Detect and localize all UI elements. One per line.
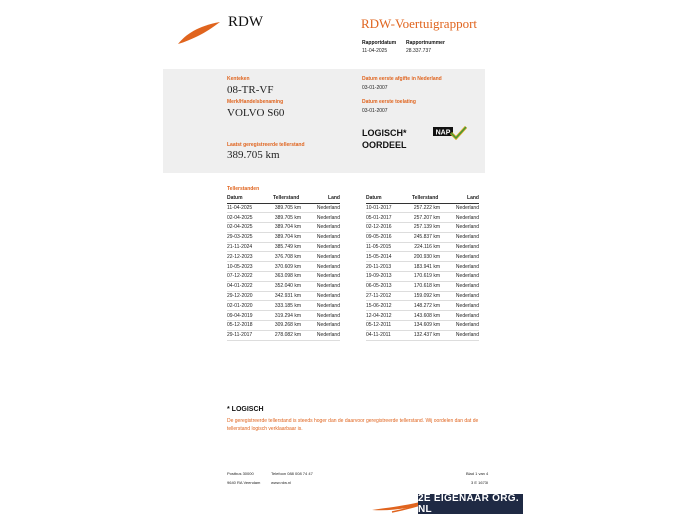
footer-city: 9640 RA Veendam: [227, 480, 261, 485]
report-date-value: 11-04-2025: [362, 48, 388, 54]
cell-date: 11-04-2025: [227, 203, 273, 213]
table-header-row: [227, 194, 340, 203]
cell-date: 04-11-2011: [366, 330, 412, 340]
table-row: [366, 242, 479, 252]
report-date-label: Rapportdatum: [362, 40, 397, 46]
cell-date: 06-05-2013: [366, 281, 412, 291]
cell-date: 02-04-2025: [227, 223, 273, 233]
cell-km: 389.705 km: [273, 213, 313, 223]
table-row: [366, 272, 479, 282]
cell-date: 22-12-2023: [227, 252, 273, 262]
cell-km: 134.609 km: [412, 321, 452, 331]
footer-phone: Telefoon 088 008 74 47: [271, 471, 313, 476]
table-row: [227, 242, 340, 252]
vehicle-panel: [163, 69, 485, 173]
cell-country: Nederland: [452, 232, 479, 242]
cell-km: 363.098 km: [273, 272, 313, 282]
table-row: [366, 203, 479, 213]
cell-km: 245.837 km: [412, 232, 452, 242]
table-row: [366, 223, 479, 233]
table-row: [227, 262, 340, 272]
cell-km: 389.704 km: [273, 232, 313, 242]
table-row: [227, 223, 340, 233]
report-date-block: [362, 39, 396, 55]
cell-country: Nederland: [452, 330, 479, 340]
cell-country: Nederland: [452, 301, 479, 311]
cell-km: 389.705 km: [273, 203, 313, 213]
footer-code: 3 E 1673I: [471, 480, 489, 485]
report-title: RDW-Voertuigrapport: [361, 16, 478, 31]
table-row: [366, 311, 479, 321]
cell-country: Nederland: [313, 213, 340, 223]
nap-logo-text: NAP: [435, 129, 451, 137]
cell-km: 376.708 km: [273, 252, 313, 262]
footer-web-link[interactable]: www.rdw.nl: [271, 480, 292, 485]
cell-km: 389.704 km: [273, 223, 313, 233]
cell-km: 257.207 km: [412, 213, 452, 223]
cell-km: 170.619 km: [412, 272, 452, 282]
table-row: [227, 252, 340, 262]
cell-date: 29-03-2025: [227, 232, 273, 242]
first-nl-value: 03-01-2007: [362, 85, 388, 91]
first-admission-label: Datum eerste toelating: [362, 99, 416, 105]
cell-country: Nederland: [313, 301, 340, 311]
cell-country: Nederland: [313, 242, 340, 252]
cell-date: 15-05-2014: [366, 252, 412, 262]
table-row: [366, 281, 479, 291]
note-text: De geregistreerde tellerstand is steeds hoger dan de daarvoor geregistreerde tellerstand. Wij oordelen dan dat de tellerstand logisch verklaarbaar is.: [227, 418, 479, 432]
first-nl-label: Datum eerste afgifte in Nederland: [362, 76, 442, 82]
brand-name: RDW: [228, 14, 263, 30]
cell-km: 319.294 km: [273, 311, 313, 321]
header-country: Land: [313, 194, 340, 203]
cell-date: 02-12-2016: [366, 223, 412, 233]
cell-country: Nederland: [313, 223, 340, 233]
cell-km: 309.268 km: [273, 321, 313, 331]
cell-date: 15-06-2012: [366, 301, 412, 311]
rdw-logo-icon: [176, 20, 222, 46]
cell-km: 183.941 km: [412, 262, 452, 272]
first-admission-value: 03-01-2007: [362, 108, 388, 114]
footer-page: Blad 1 van 4: [466, 471, 489, 476]
cell-date: 02-04-2025: [227, 213, 273, 223]
table-row: [366, 262, 479, 272]
cell-date: 10-01-2017: [366, 203, 412, 213]
make-label: Merk/Handelsbenaming: [227, 99, 284, 105]
table-row: [227, 330, 340, 340]
cell-km: 370.609 km: [273, 262, 313, 272]
cell-country: Nederland: [313, 281, 340, 291]
table-row: [227, 281, 340, 291]
table-row: [227, 321, 340, 331]
cell-country: Nederland: [452, 272, 479, 282]
table-row: [366, 330, 479, 340]
cell-country: Nederland: [452, 203, 479, 213]
report-number-block: [406, 39, 445, 55]
table-row: [366, 301, 479, 311]
cell-country: Nederland: [313, 330, 340, 340]
make-value: VOLVO S60: [227, 107, 285, 119]
cell-date: 05-12-2011: [366, 321, 412, 331]
cell-date: 19-09-2013: [366, 272, 412, 282]
cell-date: 27-11-2012: [366, 291, 412, 301]
cell-country: Nederland: [452, 262, 479, 272]
odo-label: Laatst geregistreerde tellerstand: [227, 142, 305, 148]
cell-km: 342.931 km: [273, 291, 313, 301]
cell-country: Nederland: [313, 252, 340, 262]
cell-km: 159.092 km: [412, 291, 452, 301]
table-row: [227, 291, 340, 301]
table-row: [366, 252, 479, 262]
cell-km: 132.437 km: [412, 330, 452, 340]
header-km: Tellerstand: [412, 194, 452, 203]
cell-country: Nederland: [452, 213, 479, 223]
badge-swoosh-icon: [372, 498, 422, 514]
table-row: [366, 232, 479, 242]
table-row: [366, 213, 479, 223]
header-date: Datum: [227, 194, 273, 203]
cell-country: Nederland: [452, 281, 479, 291]
cell-country: Nederland: [452, 311, 479, 321]
cell-date: 04-01-2022: [227, 281, 273, 291]
cell-date: 09-05-2016: [366, 232, 412, 242]
table-row: [227, 301, 340, 311]
nap-checkmark-icon: [433, 126, 467, 140]
table-row: [227, 203, 340, 213]
watermark-badge: 2E EIGENAAR ORG. NL: [418, 494, 523, 514]
table-row: [366, 321, 479, 331]
cell-country: Nederland: [313, 321, 340, 331]
cell-country: Nederland: [313, 203, 340, 213]
report-number-label: Rapportnummer: [406, 40, 445, 46]
table-header-row: [366, 194, 479, 203]
odometer-table-left: [227, 194, 340, 341]
header-date: Datum: [366, 194, 412, 203]
cell-km: 200.930 km: [412, 252, 452, 262]
table-row: [227, 272, 340, 282]
cell-km: 385.749 km: [273, 242, 313, 252]
cell-date: 29-11-2017: [227, 330, 273, 340]
note-heading: * LOGISCH: [227, 406, 264, 413]
cell-country: Nederland: [452, 291, 479, 301]
cell-date: 29-12-2020: [227, 291, 273, 301]
verdict-line-1: LOGISCH*: [362, 128, 407, 138]
cell-country: Nederland: [313, 232, 340, 242]
plate-value: 08-TR-VF: [227, 84, 274, 96]
cell-km: 333.185 km: [273, 301, 313, 311]
odometer-table-right: [366, 194, 479, 341]
odometer-section-title: Tellerstanden: [227, 186, 260, 192]
plate-label: Kenteken: [227, 76, 250, 82]
table-row: [366, 291, 479, 301]
cell-date: 21-11-2024: [227, 242, 273, 252]
cell-country: Nederland: [452, 321, 479, 331]
cell-km: 257.222 km: [412, 203, 452, 213]
cell-country: Nederland: [313, 311, 340, 321]
table-row: [227, 232, 340, 242]
cell-km: 170.618 km: [412, 281, 452, 291]
cell-country: Nederland: [313, 291, 340, 301]
report-number-value: 28.337.737: [406, 48, 432, 54]
table-row: [227, 213, 340, 223]
cell-country: Nederland: [452, 242, 479, 252]
cell-km: 278.082 km: [273, 330, 313, 340]
header-km: Tellerstand: [273, 194, 313, 203]
cell-country: Nederland: [452, 252, 479, 262]
cell-date: 02-01-2020: [227, 301, 273, 311]
cell-date: 10-05-2023: [227, 262, 273, 272]
cell-date: 20-11-2013: [366, 262, 412, 272]
verdict: [362, 127, 407, 151]
cell-km: 148.272 km: [412, 301, 452, 311]
footer-postbus: Postbus 30000: [227, 471, 254, 476]
cell-date: 05-01-2017: [366, 213, 412, 223]
cell-km: 224.116 km: [412, 242, 452, 252]
cell-country: Nederland: [313, 272, 340, 282]
cell-km: 352.040 km: [273, 281, 313, 291]
cell-date: 12-04-2012: [366, 311, 412, 321]
cell-country: Nederland: [452, 223, 479, 233]
cell-date: 07-12-2022: [227, 272, 273, 282]
verdict-line-2: OORDEEL: [362, 140, 407, 150]
odo-value: 389.705 km: [227, 149, 280, 161]
cell-km: 143.608 km: [412, 311, 452, 321]
table-row: [227, 311, 340, 321]
cell-km: 257.139 km: [412, 223, 452, 233]
cell-date: 09-04-2019: [227, 311, 273, 321]
cell-date: 05-12-2018: [227, 321, 273, 331]
cell-country: Nederland: [313, 262, 340, 272]
header-country: Land: [452, 194, 479, 203]
cell-date: 11-05-2015: [366, 242, 412, 252]
